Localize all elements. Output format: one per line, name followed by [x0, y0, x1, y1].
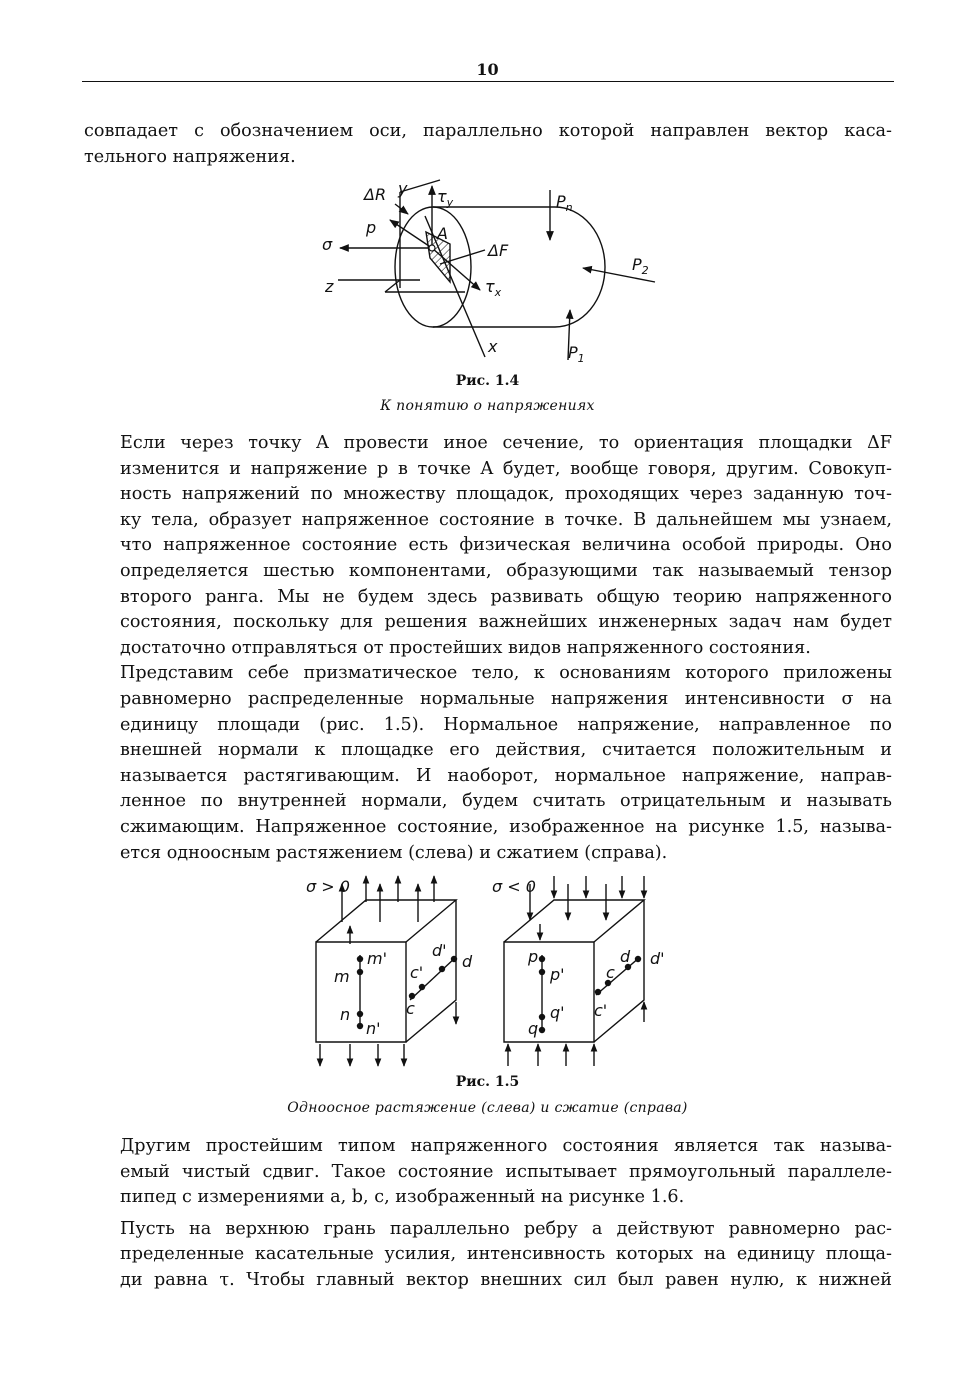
text-line: внешней нормали к площадке его действия, считается положительным и	[120, 740, 892, 761]
box-compression	[504, 876, 644, 1066]
paragraph-intro	[84, 119, 892, 170]
label-x: x	[488, 337, 498, 356]
text-line: Пусть на верхнюю грань параллельно ребру a действуют равномерно рас-	[120, 1218, 892, 1239]
figure-1-5	[300, 872, 680, 1072]
paragraph-stress-state	[84, 431, 892, 661]
text-line: определяется шестью компонентами, образующими так называемый тензор	[120, 560, 892, 581]
label-c-prime-right: c'	[594, 1001, 608, 1020]
point-a	[429, 245, 435, 251]
label-z: z	[325, 277, 334, 296]
text-line: называется растягивающим. И наоборот, нормальное напряжение, направ-	[120, 765, 892, 786]
text-block-middle	[84, 431, 892, 866]
label-tau-x: $\tau_x$	[485, 277, 502, 299]
text-block-bottom	[84, 1134, 892, 1294]
label-q: q	[528, 1019, 539, 1038]
vector-delta-r	[395, 204, 408, 214]
text-line: пипед с измерениями a, b, c, изображенный на рисунке 1.6.	[120, 1187, 685, 1208]
label-d-prime-right: d'	[650, 949, 665, 968]
label-d-right: d	[620, 947, 631, 966]
label-m: m	[334, 967, 350, 986]
label-sigma-positive: σ > 0	[306, 877, 350, 896]
label-n-prime: n'	[366, 1019, 381, 1038]
text-line: Если через точку A провести иное сечение, то ориентация площадки ΔF	[120, 433, 892, 453]
figure-1-4-caption-subtitle: К понятию о напряжениях	[380, 398, 595, 414]
label-delta-f: ΔF	[488, 241, 509, 260]
text-line: совпадает с обозначением оси, параллельно которой направлен вектор каса-	[84, 121, 892, 141]
text-line: ку тела, образует напряженное состояние в точке. В дальнейшем мы узнаем,	[120, 509, 892, 530]
text-line: равномерно распределенные нормальные напряжения интенсивности σ на	[120, 688, 892, 709]
paragraph-pure-shear	[84, 1134, 892, 1211]
label-p: p	[366, 218, 377, 237]
label-d-prime-left: d'	[432, 941, 447, 960]
paragraph-uniaxial	[84, 661, 892, 866]
label-p-prime: p'	[550, 965, 565, 984]
label-d-left: d	[462, 952, 473, 971]
text-line: тельного напряжения.	[84, 146, 296, 167]
label-delta-r: ΔR	[364, 185, 387, 204]
label-p-right: p	[528, 947, 539, 966]
label-tau-y: $\tau_y$	[437, 187, 454, 209]
text-line: Представим себе призматическое тело, к основаниям которого приложены	[120, 663, 892, 684]
label-q-prime: q'	[550, 1003, 565, 1022]
label-a: A	[437, 224, 448, 243]
figure-1-5-caption-subtitle: Одноосное растяжение (слева) и сжатие (справа)	[287, 1100, 688, 1116]
text-line: достаточно отправляться от простейших видов напряженного состояния.	[120, 637, 811, 658]
figure-1-4-caption-title: Рис. 1.4	[455, 373, 520, 389]
label-sigma-negative: σ < 0	[492, 877, 536, 896]
text-line: изменится и напряжение p в точке A будет, вообще говоря, другим. Совокуп-	[120, 458, 892, 479]
text-line: единицу площади (рис. 1.5). Нормальное напряжение, направленное по	[120, 714, 892, 735]
text-line: ленное по внутренней нормали, будем считать отрицательным и называть	[120, 791, 892, 812]
text-line: сжимающим. Напряженное состояние, изображенное на рисунке 1.5, называ-	[120, 816, 892, 837]
text-line: емый чистый сдвиг. Такое состояние испытывает прямоугольный параллеле-	[120, 1161, 892, 1182]
figure-1-5-caption-title: Рис. 1.5	[455, 1074, 520, 1090]
label-y: y	[398, 179, 408, 198]
label-c-right: c	[606, 963, 615, 982]
label-p-n: $P_n$	[556, 192, 573, 214]
label-p-1: $P_1$	[568, 343, 585, 365]
label-c-prime-left: c'	[410, 963, 424, 982]
label-p-2: $P_2$	[632, 255, 649, 277]
paragraph-shear-forces	[84, 1217, 892, 1294]
label-n: n	[340, 1005, 351, 1024]
cylinder-section	[395, 207, 471, 327]
text-line: ди равна τ. Чтобы главный вектор внешних сил был равен нулю, к нижней	[120, 1269, 892, 1290]
page-number: 10	[476, 60, 499, 79]
text-line: что напряженное состояние есть физическая величина особой природы. Оно	[120, 535, 892, 556]
header-rule	[82, 81, 894, 82]
label-m-prime: m'	[367, 949, 387, 968]
text-line: ность напряжений по множеству площадок, проходящих через заданную точ-	[120, 484, 892, 505]
label-c-left: c	[406, 999, 415, 1018]
figure-1-4	[300, 172, 680, 372]
text-line: второго ранга. Мы не будем здесь развивать общую теорию напряженного	[120, 586, 892, 607]
text-line: пределенные касательные усилия, интенсивность которых на единицу площа-	[120, 1244, 892, 1265]
label-sigma: σ	[322, 235, 333, 254]
text-line: Другим простейшим типом напряженного состояния является так называ-	[120, 1136, 892, 1156]
text-line: состояния, поскольку для решения важнейших инженерных задач нам будет	[120, 612, 892, 633]
text-line: ется одноосным растяжением (слева) и сжатием (справа).	[120, 842, 668, 863]
